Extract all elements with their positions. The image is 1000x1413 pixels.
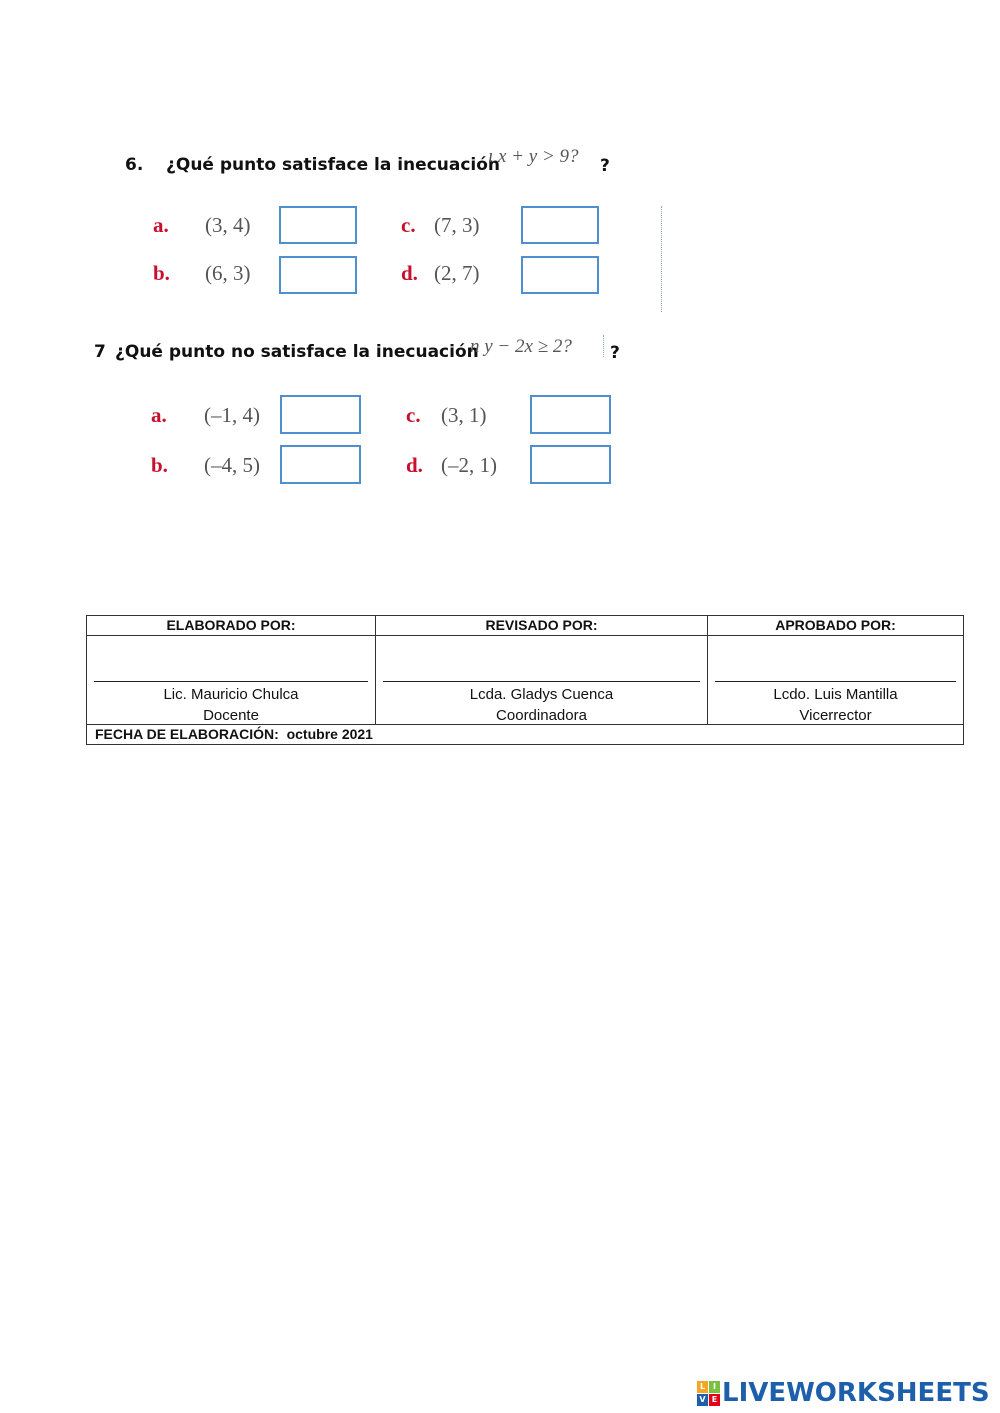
q6-option-b-answer-box[interactable] [279,256,357,294]
q7-option-c-answer-box[interactable] [530,395,611,434]
signer-name: Lcda. Gladys Cuenca [469,686,614,703]
header-revisado: REVISADO POR: [376,616,708,636]
signature-table [86,615,964,745]
logo-text: LIVEWORKSHEETS [722,1378,990,1408]
q6-option-a-point: (3, 4) [205,213,251,237]
signer-name: Lic. Mauricio Chulca [163,686,299,703]
signer-name: Lcdo. Luis Mantilla [773,686,898,703]
q6-option-b-point: (6, 3) [205,261,251,285]
signer-role: Vicerrector [799,707,872,724]
question-7-end-mark: ? [610,343,620,363]
q7-option-c-letter: c. [406,403,421,427]
header-aprobado: APROBADO POR: [708,616,964,636]
liveworksheets-logo [697,1378,990,1408]
q7-option-c-point: (3, 1) [441,403,487,427]
q7-option-b-answer-box[interactable] [280,445,361,484]
fecha-label: FECHA DE ELABORACIÓN: [95,726,279,742]
fecha-value: octubre 2021 [286,726,373,742]
signature-block [376,684,707,726]
q6-option-d-point: (2, 7) [434,261,480,285]
signature-line [94,681,368,682]
question-6-number: 6. [125,155,144,175]
q7-option-b-point: (–4, 5) [204,453,260,477]
question-7-expression: n y − 2x ≥ 2? [470,336,572,357]
question-7-number: 7 [94,342,106,362]
q7-option-b-letter: b. [151,453,168,477]
q6-option-c-point: (7, 3) [434,213,480,237]
q7-option-a-point: (–1, 4) [204,403,260,427]
q7-option-a-letter: a. [151,403,167,427]
signature-cell-revisado [376,636,708,725]
q6-option-c-letter: c. [401,213,416,237]
header-elaborado: ELABORADO POR: [87,616,376,636]
signature-cell-elaborado [87,636,376,725]
signature-line [383,681,700,682]
q6-option-a-letter: a. [153,213,169,237]
q6-option-c-answer-box[interactable] [521,206,599,244]
dotted-divider-small [603,335,604,357]
q7-option-d-letter: d. [406,453,423,477]
liveworksheets-logo-icon: L I V E [697,1381,719,1405]
signature-line [715,681,956,682]
q6-option-d-answer-box[interactable] [521,256,599,294]
q6-option-a-answer-box[interactable] [279,206,357,244]
signer-role: Docente [203,707,259,724]
q6-option-d-letter: d. [401,261,418,285]
question-7-text: ¿Qué punto no satisface la inecuación [115,342,479,362]
signature-block [708,684,963,726]
fecha-row [87,725,964,745]
q7-option-d-point: (–2, 1) [441,453,497,477]
signature-cell-aprobado [708,636,964,725]
signature-block [87,684,375,726]
question-6-end-mark: ? [600,156,610,176]
question-6-text: ¿Qué punto satisface la inecuación [166,155,501,175]
q7-option-d-answer-box[interactable] [530,445,611,484]
signer-role: Coordinadora [496,707,587,724]
question-6-expression: ı x + y > 9? [488,146,579,167]
dotted-divider [661,206,662,312]
q7-option-a-answer-box[interactable] [280,395,361,434]
q6-option-b-letter: b. [153,261,170,285]
